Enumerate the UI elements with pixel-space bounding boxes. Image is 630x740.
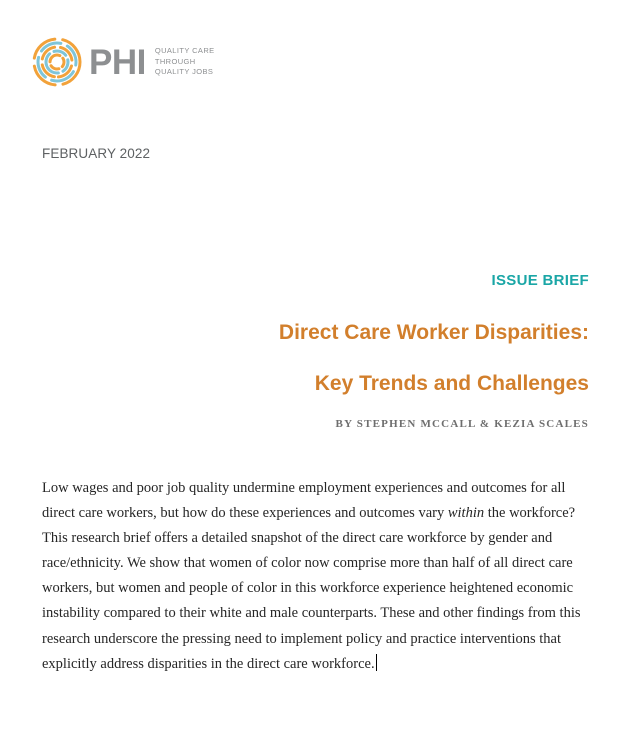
logo-tagline <box>155 46 215 78</box>
abstract-text-start: Low wages and poor job quality undermine employment experiences and outcomes for all direct care workers, but how do these experiences and outcomes vary <box>42 480 566 522</box>
author-byline: BY STEPHEN MCCALL & KEZIA SCALES <box>335 418 589 430</box>
logo-wordmark: PHI <box>89 42 146 82</box>
abstract-emphasis: within <box>447 505 485 522</box>
abstract-paragraph[interactable] <box>42 476 594 677</box>
logo-tagline-line: THROUGH <box>154 56 196 66</box>
logo-tagline-line: QUALITY JOBS <box>154 67 214 77</box>
publication-date: FEBRUARY 2022 <box>42 146 151 161</box>
phi-logo <box>31 36 215 88</box>
logo-tagline-line: QUALITY CARE <box>154 46 215 56</box>
title-line-2: Key Trends and Challenges <box>314 372 589 395</box>
text-cursor <box>376 654 378 671</box>
abstract-text-end: the workforce? This research brief offers a detailed snapshot of the direct care workforce by gender and race/ethnicity. We show that women of color now comprise more than half of all direct care workers, but women and people of color in this workforce experience heightened economic instability compared to their white and male counterparts. These and other findings from this research underscore the pressing need to implement policy and practice interventions that explicitly address disparities in the direct care workforce. <box>42 505 581 672</box>
phi-ring-logo-icon <box>31 36 83 88</box>
issue-brief-label: ISSUE BRIEF <box>491 272 589 289</box>
title-line-1: Direct Care Worker Disparities: <box>278 321 589 344</box>
